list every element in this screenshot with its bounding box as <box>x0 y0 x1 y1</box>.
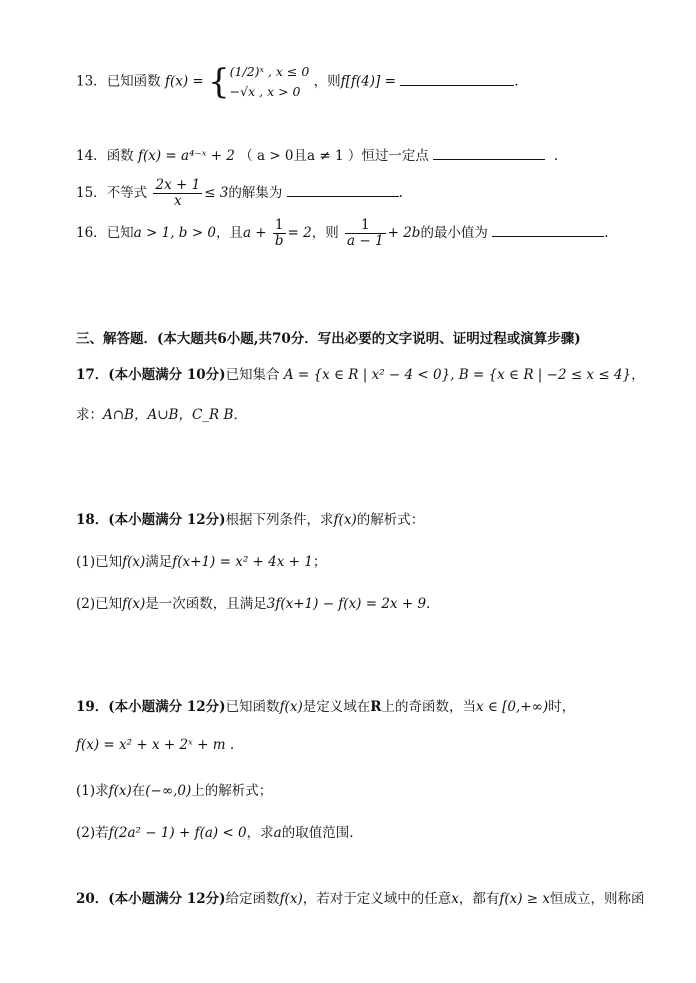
question-19-part1: (1)求f(x)在(−∞,0)上的解析式； <box>76 783 273 799</box>
question-14: 14．函数 f(x) = a⁴⁻ˣ + 2 （ a > 0且a ≠ 1 ）恒过一定点 . <box>76 148 559 164</box>
question-20: 20．(本小题满分 12分)给定函数f(x)，若对于定义域中的任意x，都有f(x) ≥ x恒成立，则称函 <box>76 891 645 907</box>
answer-blank-14[interactable] <box>433 147 545 160</box>
question-18-part2: (2)已知f(x)是一次函数，且满足3f(x+1) − f(x) = 2x + 9. <box>76 596 431 612</box>
section-heading: 三、解答题．(本大题共6小题,共70分．写出必要的文字说明、证明过程或演算步骤) <box>76 331 581 347</box>
question-17: 17．(本小题满分 10分)已知集合 A = {x ∈ R | x² − 4 < 0}, B = {x ∈ R | −2 ≤ x ≤ 4}， <box>76 367 645 383</box>
answer-blank-13[interactable] <box>400 73 514 86</box>
answer-blank-16[interactable] <box>492 224 604 237</box>
question-16: 16．已知a > 1, b > 0，且a + $\frac{1}{b}$ = 2，则 $\frac{1}{a - 1}$ + 2b的最小值为 . <box>76 217 609 249</box>
question-17-line2: 求：A∩B，A∪B，C_R B． <box>76 407 247 423</box>
question-15: 15．不等式 $\frac{2x + 1}{x}$ ≤ 3的解集为 . <box>76 177 403 209</box>
question-18-part1: (1)已知f(x)满足f(x+1) = x² + 4x + 1； <box>76 554 327 570</box>
question-13: 13．已知函数 f(x) = { (1/2)ˣ , x ≤ 0 −√x , x > 0 ，则f[f(4)] = . <box>76 62 519 102</box>
question-19-line2: f(x) = x² + x + 2ˣ + m . <box>76 737 235 753</box>
question-18: 18．(本小题满分 12分)根据下列条件，求f(x)的解析式： <box>76 512 425 528</box>
question-19-part2: (2)若f(2a² − 1) + f(a) < 0，求a的取值范围. <box>76 825 354 841</box>
fraction-15: $\frac{2x + 1}{x}$ <box>155 177 201 209</box>
answer-blank-15[interactable] <box>287 184 399 197</box>
fraction-16b: $\frac{1}{a - 1}$ <box>347 217 384 249</box>
brace-symbol: { <box>208 62 230 102</box>
question-19: 19．(本小题满分 12分)已知函数f(x)是定义域在R上的奇函数，当x ∈ [0,+∞)时， <box>76 699 576 715</box>
piecewise-cases: (1/2)ˣ , x ≤ 0 −√x , x > 0 <box>229 64 310 99</box>
fraction-16a: $\frac{1}{b}$ <box>274 217 284 249</box>
